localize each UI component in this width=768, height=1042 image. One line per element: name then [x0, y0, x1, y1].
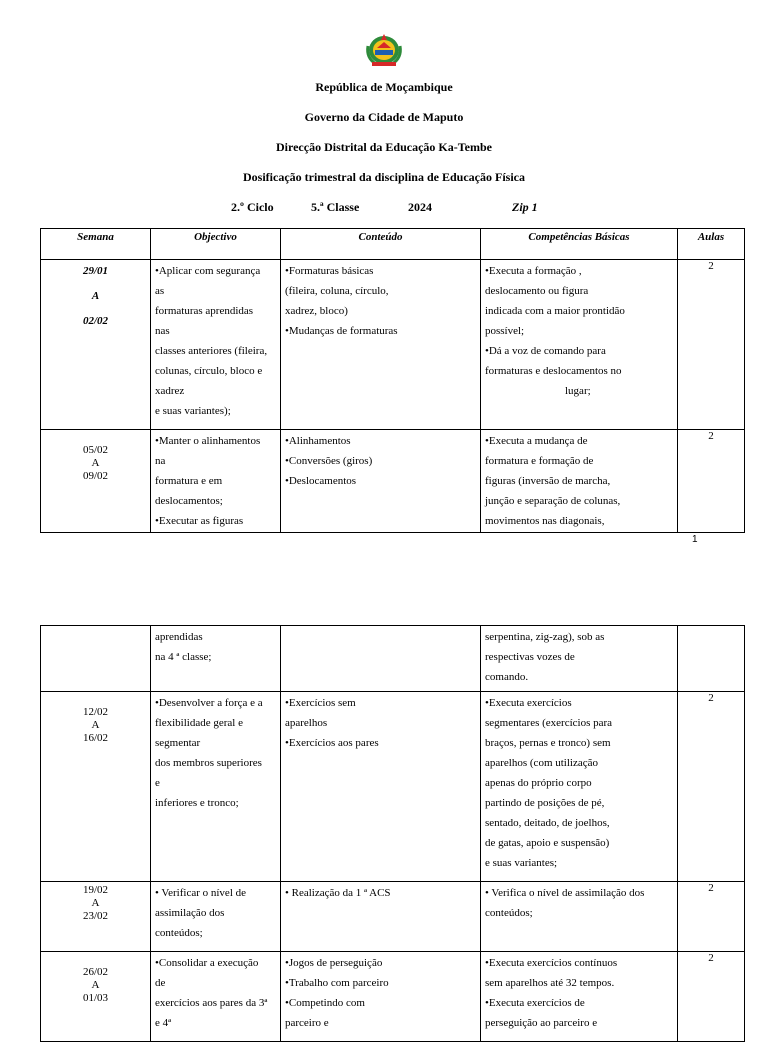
competencias-cell [481, 952, 678, 1042]
objectivo-cell [151, 952, 281, 1042]
cell-text-line: • Verifica o nível de assimilação dos [485, 887, 645, 899]
cell-text-line: flexibilidade geral e [155, 717, 243, 729]
cell-text-line: de [155, 977, 166, 989]
aulas-cell [678, 626, 745, 692]
aulas-cell: 2 [678, 882, 745, 952]
week-cell [41, 882, 151, 952]
cell-text-line: formaturas e deslocamentos no [485, 365, 622, 377]
dosification-table-page-2 [40, 625, 745, 1042]
cell-text-line: •Executa exercícios [485, 697, 572, 709]
header-government: Governo da Cidade de Maputo [304, 110, 464, 124]
cell-text-line: 26/02 [82, 966, 109, 978]
aulas-cell: 2 [678, 692, 745, 882]
header-direction: Direcção Distrital da Educação Ka-Tembe [276, 140, 492, 154]
cell-text-line: •Trabalho com parceiro [285, 977, 389, 989]
cell-text-line: possível; [485, 325, 525, 337]
week-cell [41, 430, 151, 533]
cell-text-line: •Executa exercícios de [485, 997, 585, 1009]
table-row [41, 430, 745, 533]
week-cell [41, 952, 151, 1042]
competencias-cell [481, 692, 678, 882]
cell-text-line: •Exercícios sem [285, 697, 356, 709]
week-cell [41, 260, 151, 430]
zip-label: Zip 1 [512, 200, 538, 214]
conteudo-cell [281, 952, 481, 1042]
cell-text-line: conteúdos; [155, 927, 203, 939]
col-header-semana: Semana [41, 229, 151, 260]
cell-text-line: segmentares (exercícios para [485, 717, 613, 729]
cell-text-line: •Mudanças de formaturas [285, 325, 398, 337]
cell-text-line: colunas, círculo, bloco e [155, 365, 263, 377]
col-header-aulas: Aulas [678, 229, 745, 260]
objectivo-cell [151, 430, 281, 533]
objectivo-cell [151, 882, 281, 952]
table-row-continuation [41, 626, 745, 692]
cell-text-line: 01/03 [82, 992, 109, 1004]
cell-text-line: 12/02 [82, 706, 109, 718]
week-start: 29/01 [82, 265, 109, 277]
cell-text-line: e 4ª [155, 1017, 172, 1029]
cell-text-line: junção e separação de colunas, [485, 495, 621, 507]
cell-text-line: xadrez [155, 385, 185, 397]
cell-text-line: na [155, 455, 166, 467]
cell-text-line: A [91, 979, 100, 991]
cell-text-line: inferiores e tronco; [155, 797, 239, 809]
cell-text-line: A [91, 719, 100, 731]
table-header-row [41, 229, 745, 260]
competencias-cell [481, 260, 678, 430]
col-header-competencias: Competências Básicas [481, 229, 678, 260]
table-row [41, 952, 745, 1042]
cell-text-line: •Executa exercícios contínuos [485, 957, 618, 969]
cell-text-line: •Dá a voz de comando para [485, 345, 606, 357]
cell-text-line: segmentar [155, 737, 201, 749]
cell-text-line: figuras (inversão de marcha, [485, 475, 611, 487]
cell-text-line: •Formaturas básicas [285, 265, 374, 277]
cell-text-line: conteúdos; [485, 907, 533, 919]
cell-text-line: serpentina, zig-zag), sob as [485, 631, 605, 643]
cell-text-line: as [155, 285, 165, 297]
coat-of-arms-emblem [362, 28, 406, 68]
page-gap [0, 570, 768, 582]
cell-text-line: movimentos nas diagonais, [485, 515, 605, 527]
cell-text-line: dos membros superiores [155, 757, 262, 769]
cell-text-line: na 4 ª classe; [155, 651, 212, 663]
week-cell [41, 692, 151, 882]
objectivo-cell [151, 626, 281, 692]
col-header-objectivo: Objectivo [151, 229, 281, 260]
aulas-cell: 2 [678, 430, 745, 533]
cell-text-line: •Conversões (giros) [285, 455, 373, 467]
cell-text-line: formatura e formação de [485, 455, 594, 467]
competencias-cell [481, 430, 678, 533]
cell-text-line: • Realização da 1 ª ACS [285, 887, 391, 899]
cell-text-line: assimilação dos [155, 907, 225, 919]
cell-text-line: braços, pernas e tronco) sem [485, 737, 611, 749]
cell-text-line: •Competindo com [285, 997, 365, 1009]
cell-text-line: •Manter o alinhamentos [155, 435, 261, 447]
aulas-cell: 2 [678, 260, 745, 430]
cell-text-line: aparelhos (com utilização [485, 757, 599, 769]
cell-text-line: formaturas aprendidas [155, 305, 254, 317]
cell-text-line: •Alinhamentos [285, 435, 351, 447]
week-sep: A [91, 290, 100, 302]
cell-text-line: de gatas, apoio e suspensão) [485, 837, 610, 849]
cell-text-line: A [91, 457, 100, 469]
conteudo-cell [281, 430, 481, 533]
class-label: 5.ª Classe [311, 200, 360, 214]
cell-text-line: •Executa a mudança de [485, 435, 588, 447]
week-end: 02/02 [82, 315, 109, 327]
table-row [41, 692, 745, 882]
cell-text-line: aparelhos [285, 717, 328, 729]
cell-text-line: apenas do próprio corpo [485, 777, 592, 789]
conteudo-cell [281, 882, 481, 952]
year-label: 2024 [408, 200, 432, 214]
cell-text-line: perseguição ao parceiro e [485, 1017, 598, 1029]
cell-text-line: •Jogos de perseguição [285, 957, 383, 969]
cell-text-line: •Deslocamentos [285, 475, 357, 487]
cell-text-line: indicada com a maior prontidão [485, 305, 625, 317]
competencias-cell [481, 626, 678, 692]
cell-text-line: •Desenvolver a força e a [155, 697, 263, 709]
cell-text-line: e [155, 777, 160, 789]
cell-text-line: e suas variantes; [485, 857, 558, 869]
cell-text-line: •Aplicar com segurança [155, 265, 261, 277]
cell-text-line: sentado, deitado, de joelhos, [485, 817, 610, 829]
cell-text-line: e suas variantes); [155, 405, 231, 417]
cell-text-line: exercícios aos pares da 3ª [155, 997, 268, 1009]
cell-text-line: A [91, 897, 100, 909]
competencias-last-line: lugar; [565, 385, 591, 397]
header-republic: República de Moçambique [315, 80, 453, 94]
cell-text-line: parceiro e [285, 1017, 329, 1029]
cell-text-line: formatura e em [155, 475, 223, 487]
cell-text-line: (fileira, coluna, círculo, [285, 285, 389, 297]
cell-text-line: 05/02 [82, 444, 109, 456]
cell-text-line: 19/02 [82, 884, 109, 896]
conteudo-cell [281, 260, 481, 430]
cell-text-line: •Consolidar a execução [155, 957, 259, 969]
conteudo-cell [281, 626, 481, 692]
dosification-table-page-1 [40, 228, 745, 533]
document-page-2 [0, 582, 768, 1029]
cell-text-line: xadrez, bloco) [285, 305, 348, 317]
cell-text-line: •Exercícios aos pares [285, 737, 379, 749]
competencias-cell [481, 882, 678, 952]
cell-text-line: •Executa a formação , [485, 265, 582, 277]
cell-text-line: respectivas vozes de [485, 651, 575, 663]
cell-text-line: 23/02 [82, 910, 109, 922]
document-title: Dosificação trimestral da disciplina de Educação Física [243, 170, 525, 184]
page-number: 1 [692, 534, 698, 545]
cell-text-line: classes anteriores (fileira, [155, 345, 268, 357]
cell-text-line: comando. [485, 671, 529, 683]
cell-text-line: 09/02 [82, 470, 109, 482]
col-header-conteudo: Conteúdo [281, 229, 481, 260]
conteudo-cell [281, 692, 481, 882]
objectivo-cell [151, 260, 281, 430]
cell-text-line: nas [155, 325, 170, 337]
cell-text-line: 16/02 [82, 732, 109, 744]
table-row [41, 882, 745, 952]
table-row [41, 260, 745, 430]
cell-text-line: sem aparelhos até 32 tempos. [485, 977, 615, 989]
cell-text-line: deslocamentos; [155, 495, 223, 507]
cell-text-line: •Executar as figuras [155, 515, 244, 527]
cell-text-line: deslocamento ou figura [485, 285, 589, 297]
objectivo-cell [151, 692, 281, 882]
week-cell [41, 626, 151, 692]
aulas-cell: 2 [678, 952, 745, 1042]
cell-text-line: • Verificar o nível de [155, 887, 247, 899]
cell-text-line: partindo de posições de pé, [485, 797, 605, 809]
cell-text-line: aprendidas [155, 631, 203, 643]
cycle-label: 2.º Ciclo [231, 200, 274, 214]
